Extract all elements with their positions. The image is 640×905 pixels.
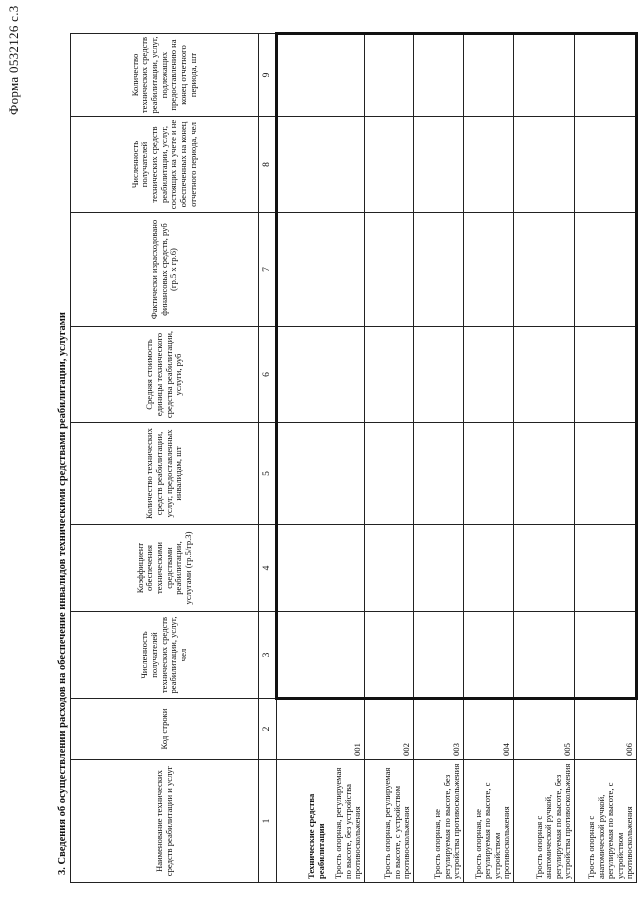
row-code: 005 <box>514 699 575 760</box>
col-number: 5 <box>259 423 277 525</box>
row-code: 006 <box>575 699 637 760</box>
col-header-code: Код строки <box>71 699 259 760</box>
row-name: Трость опорная, не регулируемая по высоте, без устройства противоскольжения <box>414 760 464 883</box>
data-cell[interactable] <box>277 612 365 699</box>
data-cell[interactable] <box>514 525 575 612</box>
data-cell[interactable] <box>365 34 414 117</box>
data-cell[interactable] <box>575 327 637 423</box>
row-name-cell <box>277 760 365 883</box>
data-cell[interactable] <box>575 34 637 117</box>
data-cell[interactable] <box>365 117 414 213</box>
col-header-unserved: Численность получателей технических средств реабилитации, услуг, состоящих на учете и не обеспеченных на конец отчетного периода, чел <box>71 117 259 213</box>
data-cell[interactable] <box>464 612 514 699</box>
data-cell[interactable] <box>464 213 514 327</box>
data-cell[interactable] <box>464 423 514 525</box>
col-number: 3 <box>259 612 277 699</box>
table-row <box>464 34 514 883</box>
data-cell[interactable] <box>414 213 464 327</box>
col-header-spent: Фактически израсходовано финансовых средств, руб (гр.5 х гр.6) <box>71 213 259 327</box>
row-name: Трость опорная, регулируемая по высоте, с устройством противоскольжения <box>365 760 414 883</box>
row-name: Трость опорная, не регулируемая по высоте, с устройством противоскольжения <box>464 760 514 883</box>
column-number-row <box>259 34 277 883</box>
row-name: Трость опорная, регулируемая по высоте, без устройства противоскольжения <box>333 767 363 879</box>
row-code: 002 <box>365 699 414 760</box>
data-cell[interactable] <box>464 34 514 117</box>
data-cell[interactable] <box>277 213 365 327</box>
table-row <box>365 34 414 883</box>
data-cell[interactable] <box>514 327 575 423</box>
col-number: 4 <box>259 525 277 612</box>
table-row <box>575 34 637 883</box>
row-name: Трость опорная с анатомической ручкой, регулируемая по высоте, с устройством противоскольжения <box>575 760 637 883</box>
section-heading: Технические средства реабилитации <box>305 793 326 879</box>
data-cell[interactable] <box>414 327 464 423</box>
col-number: 2 <box>259 699 277 760</box>
data-cell[interactable] <box>464 327 514 423</box>
data-cell[interactable] <box>277 117 365 213</box>
data-cell[interactable] <box>277 423 365 525</box>
col-number: 6 <box>259 327 277 423</box>
col-header-avg-cost: Средняя стоимость единицы технического средства реабилитации, услуги, руб <box>71 327 259 423</box>
data-cell[interactable] <box>575 213 637 327</box>
data-cell[interactable] <box>365 327 414 423</box>
col-number: 1 <box>259 760 277 883</box>
row-code: 003 <box>414 699 464 760</box>
col-header-coefficient: Коэффициент обеспечения техническими средствами реабилитации, услугами (гр.5/гр.3) <box>71 525 259 612</box>
data-cell[interactable] <box>414 525 464 612</box>
data-cell[interactable] <box>575 423 637 525</box>
section-title: 3. Сведения об осуществлении расходов на обеспечение инвалидов техническими средствами реабилитации, услугами <box>57 312 68 875</box>
col-header-pending: Количество технических средств реабилитации, услуг, подлежащих предоставлению на конец отчетного периода, шт <box>71 34 259 117</box>
data-cell[interactable] <box>365 612 414 699</box>
data-cell[interactable] <box>464 525 514 612</box>
row-code: 004 <box>464 699 514 760</box>
col-number: 8 <box>259 117 277 213</box>
data-cell[interactable] <box>514 612 575 699</box>
data-cell[interactable] <box>277 525 365 612</box>
form-title: Форма 0532126 с.3 <box>6 5 21 115</box>
table-row <box>277 34 365 883</box>
table-row <box>514 34 575 883</box>
data-cell[interactable] <box>464 117 514 213</box>
header-row <box>71 34 259 883</box>
col-number: 9 <box>259 34 277 117</box>
row-code: 001 <box>277 699 365 760</box>
data-cell[interactable] <box>414 117 464 213</box>
data-cell[interactable] <box>277 327 365 423</box>
data-cell[interactable] <box>365 213 414 327</box>
expenses-table <box>70 32 638 883</box>
col-number: 7 <box>259 213 277 327</box>
data-cell[interactable] <box>575 525 637 612</box>
col-header-name: Наименование технических средств реабилитации и услуг <box>71 760 259 883</box>
data-cell[interactable] <box>575 117 637 213</box>
data-cell[interactable] <box>414 34 464 117</box>
data-cell[interactable] <box>277 34 365 117</box>
data-cell[interactable] <box>514 34 575 117</box>
data-cell[interactable] <box>365 423 414 525</box>
row-name: Трость опорная с анатомической ручкой, регулируемая по высоте, без устройства противоскольжения <box>514 760 575 883</box>
data-cell[interactable] <box>514 423 575 525</box>
data-cell[interactable] <box>414 612 464 699</box>
data-cell[interactable] <box>514 213 575 327</box>
col-header-quantity: Количество технических средств реабилитации, услуг, предоставленных инвалидам, шт <box>71 423 259 525</box>
table-row <box>414 34 464 883</box>
data-cell[interactable] <box>365 525 414 612</box>
data-cell[interactable] <box>575 612 637 699</box>
data-cell[interactable] <box>514 117 575 213</box>
col-header-recipients: Численность получателей технических средств реабилитации, услуг, чел <box>71 612 259 699</box>
data-cell[interactable] <box>414 423 464 525</box>
